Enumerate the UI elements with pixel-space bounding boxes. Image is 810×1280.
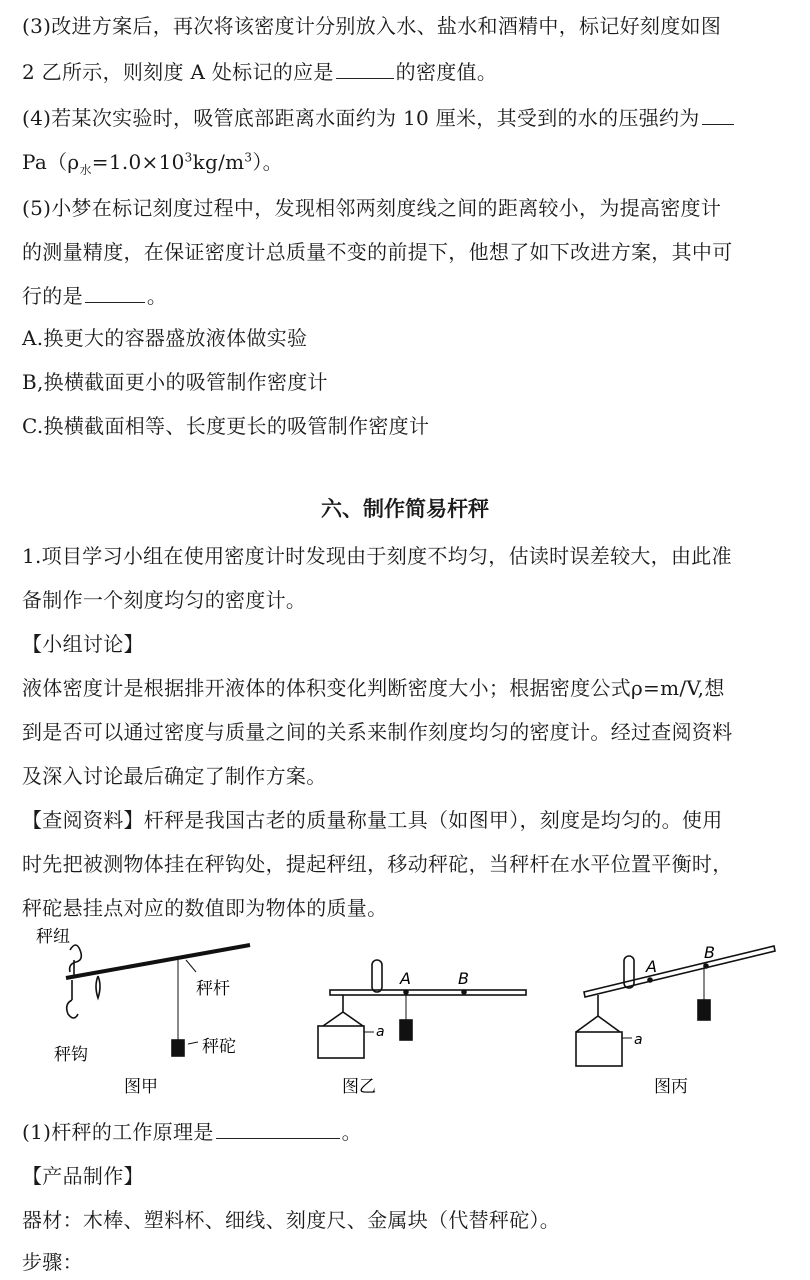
- q3-answer-blank: [336, 60, 394, 79]
- yi-label-cup: a: [376, 1024, 385, 1040]
- q5-line3-text: 行的是: [22, 284, 83, 308]
- yi-label-b: B: [458, 969, 469, 988]
- q5-line3-end: 。: [146, 284, 168, 308]
- yi-label-a: A: [400, 969, 411, 988]
- rho-subscript: 水: [79, 163, 92, 177]
- discussion-line3: 及深入讨论最后确定了制作方案。: [22, 764, 327, 788]
- figure-bing: [576, 946, 775, 1066]
- caption-yi: 图乙: [342, 1077, 376, 1097]
- research-line2: 时先把被测物体挂在秤钩处，提起秤纽，移动秤砣，当秤杆在水平位置平衡时，: [22, 852, 733, 876]
- steps-line: 步骤：: [22, 1250, 83, 1274]
- q4-unit-exponent: 3: [244, 150, 253, 165]
- bing-label-a: A: [646, 957, 657, 976]
- q4-pa: Pa（ρ: [22, 150, 80, 174]
- p1-line1: 1.项目学习小组在使用密度计时发现由于刻度不均匀，估读时误差较大，由此准: [22, 544, 732, 568]
- research-line3: 秤砣悬挂点对应的数值即为物体的质量。: [22, 896, 388, 920]
- caption-bing: 图丙: [654, 1077, 688, 1097]
- q4-line1: [22, 106, 736, 130]
- steelyard-loop-icon: [70, 945, 82, 972]
- bing-label-b: B: [704, 943, 715, 962]
- principle-question: [22, 1120, 362, 1144]
- q5-option-b: B,换横截面更小的吸管制作密度计: [22, 370, 328, 394]
- research-line1: 【查阅资料】杆秤是我国古老的质量称量工具（如图甲），刻度是均匀的。使用: [22, 808, 723, 832]
- steelyard-weight-icon: [172, 1040, 184, 1056]
- principle-answer-blank: [216, 1120, 340, 1139]
- materials-line: 器材：木棒、塑料杯、细线、刻度尺、金属块（代替秤砣）。: [22, 1208, 561, 1232]
- q5-line3: [22, 284, 167, 308]
- section-title: 六、制作简易杆秤: [321, 496, 489, 521]
- steelyard-knot-icon: [96, 976, 100, 998]
- q3-line2: [22, 60, 497, 84]
- principle-end: 。: [341, 1120, 362, 1144]
- label-gou: 秤钩: [54, 1045, 88, 1065]
- product-heading: 【产品制作】: [22, 1164, 144, 1188]
- steelyard-hook-icon: [67, 1000, 78, 1018]
- q4-end: ）。: [252, 150, 283, 174]
- q3-line2-end: 的密度值。: [395, 60, 498, 84]
- discussion-line1: 液体密度计是根据排开液体的体积变化判断密度大小；根据密度公式ρ=m/V,想: [22, 676, 725, 700]
- principle-text: (1)杆秤的工作原理是: [22, 1120, 214, 1144]
- p1-line2: 备制作一个刻度均匀的密度计。: [22, 588, 307, 612]
- q5-option-a: A.换更大的容器盛放液体做实验: [22, 326, 308, 350]
- caption-jia: 图甲: [124, 1077, 158, 1097]
- label-niu: 秤纽: [36, 927, 70, 947]
- label-gan: 秤杆: [196, 979, 230, 999]
- bing-label-cup: a: [634, 1032, 643, 1048]
- q4-value: =1.0×10: [91, 150, 185, 174]
- q5-line1: (5)小梦在标记刻度过程中，发现相邻两刻度线之间的距离较小，为提高密度计: [22, 196, 722, 220]
- q5-line2: 的测量精度，在保证密度计总质量不变的前提下，他想了如下改进方案，其中可: [22, 240, 733, 264]
- figure-yi: [318, 960, 526, 1058]
- label-tuo: 秤砣: [202, 1037, 236, 1057]
- q5-option-c: C.换横截面相等、长度更长的吸管制作密度计: [22, 414, 430, 438]
- q4-answer-blank: [702, 106, 734, 125]
- q4-unit: kg/m: [192, 150, 245, 174]
- q4-line1-text: (4)若某次实验时，吸管底部距离水面约为 10 厘米，其受到的水的压强约为: [22, 106, 700, 130]
- discussion-heading: 【小组讨论】: [22, 632, 144, 656]
- steelyard-figures: [0, 920, 810, 1110]
- q3-line2-text: 2 乙所示，则刻度 A 处标记的应是: [22, 60, 334, 84]
- q5-answer-blank: [85, 284, 145, 303]
- q4-line2: [22, 150, 283, 177]
- discussion-line2: 到是否可以通过密度与质量之间的关系来制作刻度均匀的密度计。经过查阅资料: [22, 720, 733, 744]
- q3-line1: (3)改进方案后，再次将该密度计分别放入水、盐水和酒精中，标记好刻度如图: [22, 14, 722, 38]
- q4-exponent: 3: [184, 150, 193, 165]
